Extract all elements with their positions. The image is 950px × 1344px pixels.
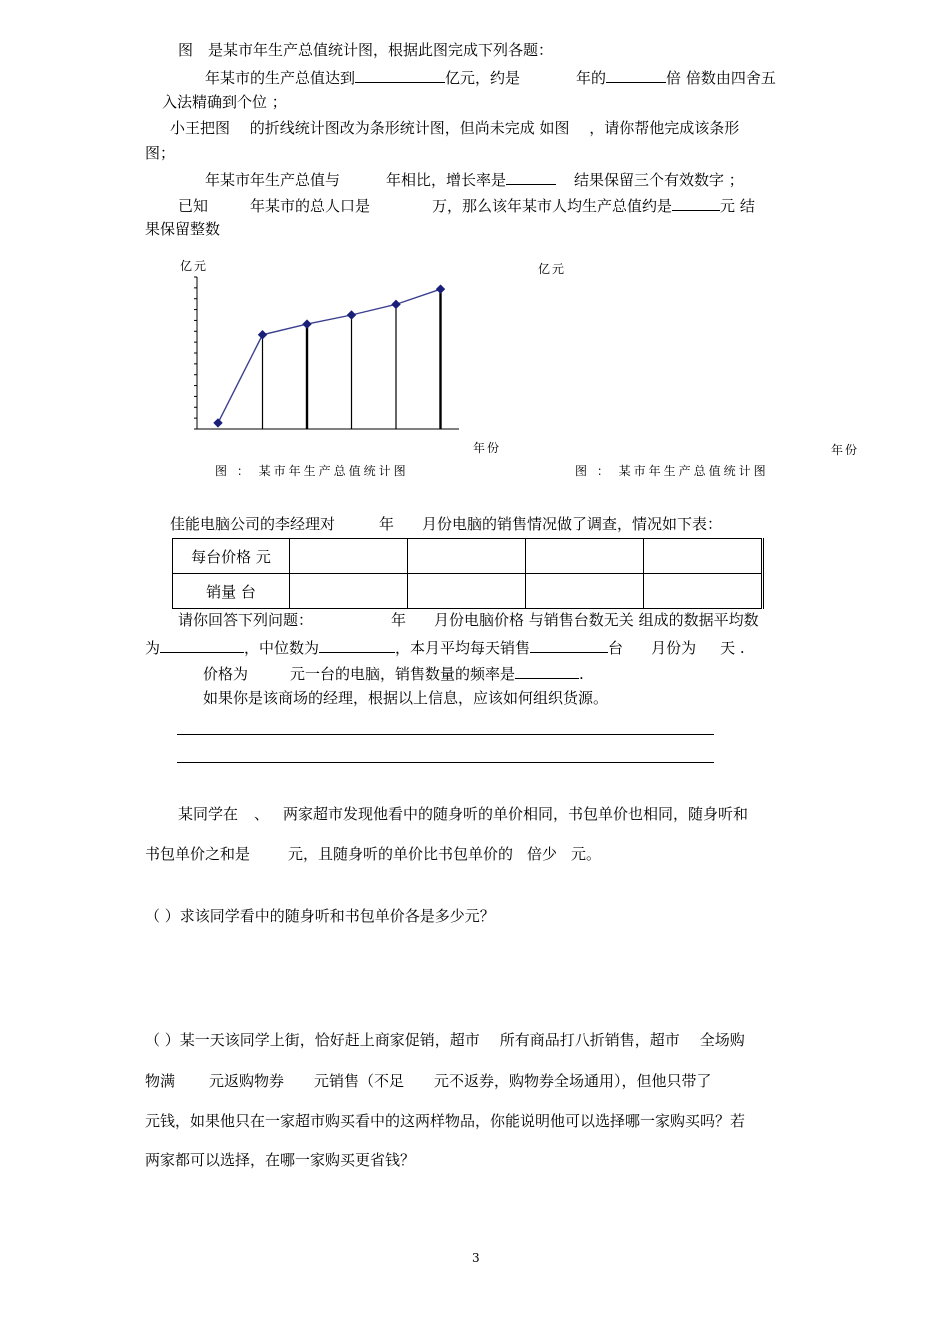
q3-s2-f: 元销售（不足 [314, 1072, 405, 1090]
chart-right-ylabel: 亿元 [538, 262, 567, 276]
q2-ask-a: 请你回答下列问题： [178, 611, 314, 629]
q1-part1-cont: 入法精确到个位 ； [162, 93, 287, 111]
q3-s2-d: 物满 [145, 1072, 176, 1090]
q2-ask-b: 年 [391, 611, 407, 629]
q1-part1-text-c: 年的 [576, 69, 607, 87]
chart-left-ylabel: 亿元 [180, 259, 209, 273]
q1-part3 [205, 168, 744, 190]
q3-s2-b: 所有商品打八折销售，超市 [499, 1031, 680, 1049]
table-row [173, 574, 763, 609]
q2-l3-c: . [579, 665, 584, 683]
answer-blank[interactable] [530, 636, 608, 653]
price-row-header: 每台价格 元 [173, 539, 290, 574]
answer-blank[interactable] [506, 168, 556, 185]
chart-droplines [263, 289, 441, 429]
q2-line4: 如果你是该商场的经理，根据以上信息，应该如何组织货源。 [203, 689, 609, 707]
q2-l2-e: 月份为 [651, 639, 697, 657]
q3-line1 [178, 804, 748, 824]
q2-intro-c: 月份电脑的销售情况做了调查，情况如下表： [422, 515, 723, 533]
q2-intro [170, 514, 722, 534]
q3-sub2-line3: 元钱，如果他只在一家超市购买看中的这两样物品，你能说明他可以选择哪一家购买吗？若 [145, 1112, 746, 1130]
q1-part1-text-b: 亿元，约是 [445, 69, 521, 87]
q2-ask-c: 月份电脑价格 与销售台数无关 组成的数据平均数 [434, 611, 759, 629]
answer-blank[interactable] [355, 66, 445, 83]
page-number: 3 [472, 1251, 480, 1265]
q3-sub2-line2 [145, 1071, 712, 1091]
q3-s2-e: 元返购物券 [209, 1072, 285, 1090]
series-line [218, 289, 441, 423]
quantity-row-header: 销量 台 [173, 574, 290, 609]
table-cell [290, 574, 408, 609]
q2-l2-b: ，中位数为 [244, 639, 320, 657]
q3-l1-b: 、 [254, 805, 270, 823]
chart-left-caption: 图 ： 某市年生产总值统计图 [215, 464, 409, 478]
answer-blank[interactable] [319, 636, 395, 653]
q1-part3-text-c: 结果保留三个有效数字 ； [574, 171, 744, 189]
data-point [214, 419, 222, 427]
q1-part1-text-d: 倍 倍数由四舍五 [666, 69, 776, 87]
answer-blank[interactable] [160, 636, 244, 653]
answer-line[interactable] [177, 734, 714, 735]
q3-l2-b: 元，且随身听的单价比书包单价的 [288, 845, 514, 863]
q2-l2-a: 为 [145, 639, 161, 657]
q3-s2-g: 元不返券，购物券全场通用），但他只带了 [434, 1072, 712, 1090]
answer-blank[interactable] [672, 194, 720, 211]
q3-line2 [145, 844, 601, 864]
q2-l3-a: 价格为 [203, 665, 249, 683]
q2-ask [178, 610, 759, 630]
q3-l1-a: 某同学在 [178, 805, 239, 823]
table-cell [408, 574, 526, 609]
data-point [348, 311, 356, 319]
q1-part1-text-a: 年某市的生产总值达到 [205, 69, 356, 87]
q1-part2-cont: 图； [145, 144, 176, 162]
q3-l2-c: 倍少 [527, 845, 558, 863]
q1-part4 [178, 194, 755, 216]
q3-l2-d: 元。 [571, 845, 602, 863]
q2-line2 [145, 636, 745, 658]
answer-line[interactable] [177, 762, 714, 763]
q2-line3 [203, 662, 584, 684]
answer-blank[interactable] [515, 662, 579, 679]
q3-sub2-line1 [145, 1030, 745, 1050]
table-cell [526, 574, 644, 609]
q3-l2-a: 书包单价之和是 [145, 845, 251, 863]
data-point [392, 300, 400, 308]
q3-sub2-line4: 两家都可以选择，在哪一家购买更省钱？ [145, 1151, 416, 1169]
q1-part1 [205, 66, 776, 88]
chart-right-xlabel: 年份 [831, 443, 860, 457]
table-cell [526, 539, 644, 574]
table-cell [644, 539, 763, 574]
q2-l2-f: 天 . [720, 639, 745, 657]
q3-l1-c: 两家超市发现他看中的随身听的单价相同，书包单价也相同，随身听和 [283, 805, 749, 823]
q3-s2-a: （ ）某一天该同学上街，恰好赶上商家促销，超市 [145, 1031, 480, 1049]
q2-intro-a: 佳能电脑公司的李经理对 [170, 515, 336, 533]
chart-left-xlabel: 年份 [473, 441, 502, 455]
q1-part3-text-b: 年相比，增长率是 [386, 171, 507, 189]
q2-l2-d: 台 [608, 639, 624, 657]
q1-part4-text-b: 年某市的总人口是 [250, 197, 371, 215]
data-point [259, 331, 267, 339]
table-cell [290, 539, 408, 574]
q3-s2-c: 全场购 [699, 1031, 745, 1049]
chart-right-caption: 图 ： 某市年生产总值统计图 [575, 464, 769, 478]
q1-part4-text-c: 万，那么该年某市人均生产总值约是 [432, 197, 673, 215]
data-point [437, 285, 445, 293]
line-chart [180, 265, 470, 440]
q2-l2-c: ，本月平均每天销售 [395, 639, 531, 657]
chart-series [214, 285, 445, 427]
q1-stem: 图 是某市年生产总值统计图，根据此图完成下列各题： [178, 41, 554, 59]
sales-table [172, 538, 764, 609]
q1-part2: 小王把图 的折线统计图改为条形统计图，但尚未完成 如图 ，请你帮他完成该条形 [170, 119, 740, 137]
q1-part4-text-a: 已知 [178, 197, 209, 215]
q1-part3-text-a: 年某市年生产总值与 [205, 171, 341, 189]
q2-l3-b: 元一台的电脑，销售数量的频率是 [290, 665, 516, 683]
table-cell [408, 539, 526, 574]
q1-part4-text-d: 元 结 [720, 197, 755, 215]
chart-axes [194, 277, 459, 429]
data-point [303, 320, 311, 328]
table-row [173, 539, 763, 574]
q2-intro-b: 年 [379, 515, 395, 533]
answer-blank[interactable] [606, 66, 666, 83]
q1-part4-cont: 果保留整数 [145, 220, 221, 238]
table-cell [644, 574, 763, 609]
q3-sub1: （ ）求该同学看中的随身听和书包单价各是多少元？ [145, 907, 495, 925]
